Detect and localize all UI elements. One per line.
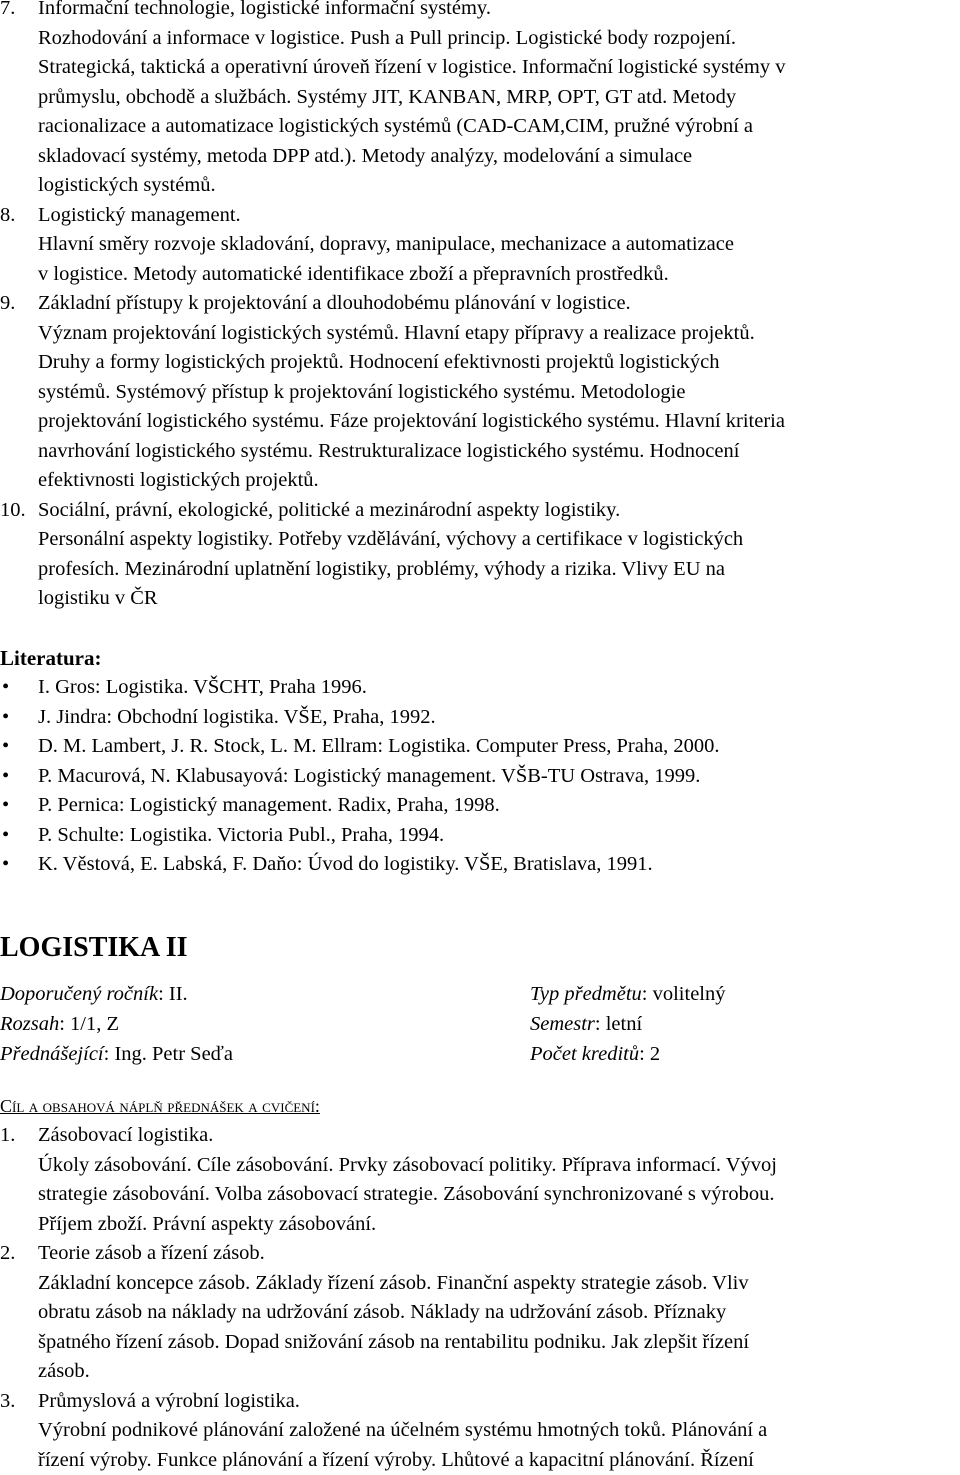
topic-number: 10. xyxy=(0,496,26,526)
topic-line: skladovací systémy, metoda DPP atd.). Metody analýzy, modelování a simulace xyxy=(38,142,960,172)
topic-item xyxy=(0,1121,960,1239)
scope-value: : 1/1, Z xyxy=(59,1013,119,1035)
scope-label: Rozsah xyxy=(0,1013,59,1035)
bullet-icon: • xyxy=(2,673,9,703)
topic-number: 9. xyxy=(0,289,15,319)
topic-line: systémů. Systémový přístup k projektování logistického systému. Metodologie xyxy=(38,378,960,408)
topic-line: Teorie zásob a řízení zásob. xyxy=(38,1239,960,1269)
topic-line: Rozhodování a informace v logistice. Push a Pull princip. Logistické body rozpojení. xyxy=(38,24,960,54)
topic-line: Hlavní směry rozvoje skladování, dopravy, manipulace, mechanizace a automatizace xyxy=(38,230,960,260)
credits-value: : 2 xyxy=(639,1043,660,1065)
topic-line: Druhy a formy logistických projektů. Hodnocení efektivnosti projektů logistických xyxy=(38,348,960,378)
topic-number: 8. xyxy=(0,201,15,231)
literature-title: Literatura: xyxy=(0,644,960,674)
topic-number: 3. xyxy=(0,1387,15,1417)
topic-line: Logistický management. xyxy=(38,201,960,231)
topic-line: projektování logistického systému. Fáze projektování logistického systému. Hlavní kriteria xyxy=(38,407,960,437)
type-label: Typ předmětu xyxy=(530,983,642,1005)
literature-item xyxy=(0,791,960,821)
topic-line: efektivnosti logistických projektů. xyxy=(38,466,960,496)
topic-item xyxy=(0,289,960,496)
topic-item xyxy=(0,201,960,290)
bullet-icon: • xyxy=(2,791,9,821)
literature-item xyxy=(0,732,960,762)
type-value: : volitelný xyxy=(642,983,726,1005)
literature-item xyxy=(0,821,960,851)
topic-line: Výrobní podnikové plánování založené na účelném systému hmotných toků. Plánování a xyxy=(38,1416,960,1446)
course-title: LOGISTIKA II xyxy=(0,928,960,968)
topic-item xyxy=(0,1239,960,1387)
literature-text: J. Jindra: Obchodní logistika. VŠE, Praha, 1992. xyxy=(38,706,436,728)
topic-line: špatného řízení zásob. Dopad snižování zásob na rentabilitu podniku. Jak zlepšit řízení xyxy=(38,1328,960,1358)
topic-line: průmyslu, obchodě a službách. Systémy JIT, KANBAN, MRP, OPT, GT atd. Metody xyxy=(38,83,960,113)
topic-line: Informační technologie, logistické informační systémy. xyxy=(38,0,960,24)
year-label: Doporučený ročník xyxy=(0,983,158,1005)
meta-row-year xyxy=(0,980,188,1010)
topic-line: Zásobovací logistika. xyxy=(38,1121,960,1151)
topic-line: Strategická, taktická a operativní úroveň řízení v logistice. Informační logistické systémy v xyxy=(38,53,960,83)
topic-number: 1. xyxy=(0,1121,15,1151)
topic-line: řízení výroby. Funkce plánování a řízení výroby. Lhůtové a kapacitní plánování. Řízení xyxy=(38,1446,960,1475)
literature-text: P. Macurová, N. Klabusayová: Logistický management. VŠB-TU Ostrava, 1999. xyxy=(38,765,700,787)
lecturer-value: : Ing. Petr Seďa xyxy=(104,1043,233,1065)
literature-text: K. Věstová, E. Labská, F. Daňo: Úvod do logistiky. VŠE, Bratislava, 1991. xyxy=(38,853,653,875)
lecturer-label: Přednášející xyxy=(0,1043,104,1065)
meta-row-scope xyxy=(0,1010,119,1040)
topic-line: Průmyslová a výrobní logistika. xyxy=(38,1387,960,1417)
literature-item xyxy=(0,673,960,703)
year-value: : II. xyxy=(158,983,188,1005)
bullet-icon: • xyxy=(2,821,9,851)
bullet-icon: • xyxy=(2,850,9,880)
topic-list-previous xyxy=(0,0,960,614)
literature-item xyxy=(0,762,960,792)
topic-line: profesích. Mezinárodní uplatnění logistiky, problémy, výhody a rizika. Vlivy EU na xyxy=(38,555,960,585)
topic-line: Personální aspekty logistiky. Potřeby vzdělávání, výchovy a certifikace v logistických xyxy=(38,525,960,555)
credits-label: Počet kreditů xyxy=(530,1043,639,1065)
semester-label: Semestr xyxy=(530,1013,595,1035)
topic-line: strategie zásobování. Volba zásobovací strategie. Zásobování synchronizované s výrobou. xyxy=(38,1180,960,1210)
literature-text: P. Schulte: Logistika. Victoria Publ., Praha, 1994. xyxy=(38,824,444,846)
topic-line: obratu zásob na náklady na udržování zásob. Náklady na udržování zásob. Příznaky xyxy=(38,1298,960,1328)
literature-text: P. Pernica: Logistický management. Radix, Praha, 1998. xyxy=(38,794,500,816)
literature-item xyxy=(0,850,960,880)
topic-line: racionalizace a automatizace logistických systémů (CAD-CAM,CIM, pružné výrobní a xyxy=(38,112,960,142)
topic-item xyxy=(0,1387,960,1475)
topic-line: v logistice. Metody automatické identifikace zboží a přepravních prostředků. xyxy=(38,260,960,290)
topic-line: navrhování logistického systému. Restrukturalizace logistického systému. Hodnocení xyxy=(38,437,960,467)
bullet-icon: • xyxy=(2,762,9,792)
topic-line: Příjem zboží. Právní aspekty zásobování. xyxy=(38,1210,960,1240)
topic-line: Sociální, právní, ekologické, politické a mezinárodní aspekty logistiky. xyxy=(38,496,960,526)
topic-line: logistiku v ČR xyxy=(38,584,960,614)
topic-line: Význam projektování logistických systémů. Hlavní etapy přípravy a realizace projektů. xyxy=(38,319,960,349)
spacer xyxy=(0,614,960,644)
topic-line: zásob. xyxy=(38,1357,960,1387)
meta-row-credits xyxy=(530,1040,660,1070)
meta-row-type xyxy=(530,980,725,1010)
topic-line: Základní přístupy k projektování a dlouhodobému plánování v logistice. xyxy=(38,289,960,319)
topic-list xyxy=(0,1121,960,1475)
literature-item xyxy=(0,703,960,733)
bullet-icon: • xyxy=(2,732,9,762)
spacer xyxy=(0,880,960,928)
topic-line: logistických systémů. xyxy=(38,171,960,201)
literature-text: I. Gros: Logistika. VŠCHT, Praha 1996. xyxy=(38,676,367,698)
literature-list xyxy=(0,673,960,880)
spacer xyxy=(0,1070,960,1092)
topic-number: 7. xyxy=(0,0,15,24)
literature-text: D. M. Lambert, J. R. Stock, L. M. Ellram: Logistika. Computer Press, Praha, 2000. xyxy=(38,735,720,757)
topic-item xyxy=(0,0,960,201)
spacer xyxy=(0,968,960,980)
course-meta xyxy=(0,980,960,1070)
meta-row-semester xyxy=(530,1010,642,1040)
meta-row-lecturer xyxy=(0,1040,233,1070)
bullet-icon: • xyxy=(2,703,9,733)
topic-line: Základní koncepce zásob. Základy řízení zásob. Finanční aspekty strategie zásob. Vliv xyxy=(38,1269,960,1299)
topic-line: Úkoly zásobování. Cíle zásobování. Prvky zásobovací politiky. Příprava informací. Vývoj xyxy=(38,1151,960,1181)
topic-number: 2. xyxy=(0,1239,15,1269)
topic-item xyxy=(0,496,960,614)
section-heading: Cíl a obsahová náplň přednášek a cvičení: xyxy=(0,1092,960,1122)
semester-value: : letní xyxy=(595,1013,642,1035)
